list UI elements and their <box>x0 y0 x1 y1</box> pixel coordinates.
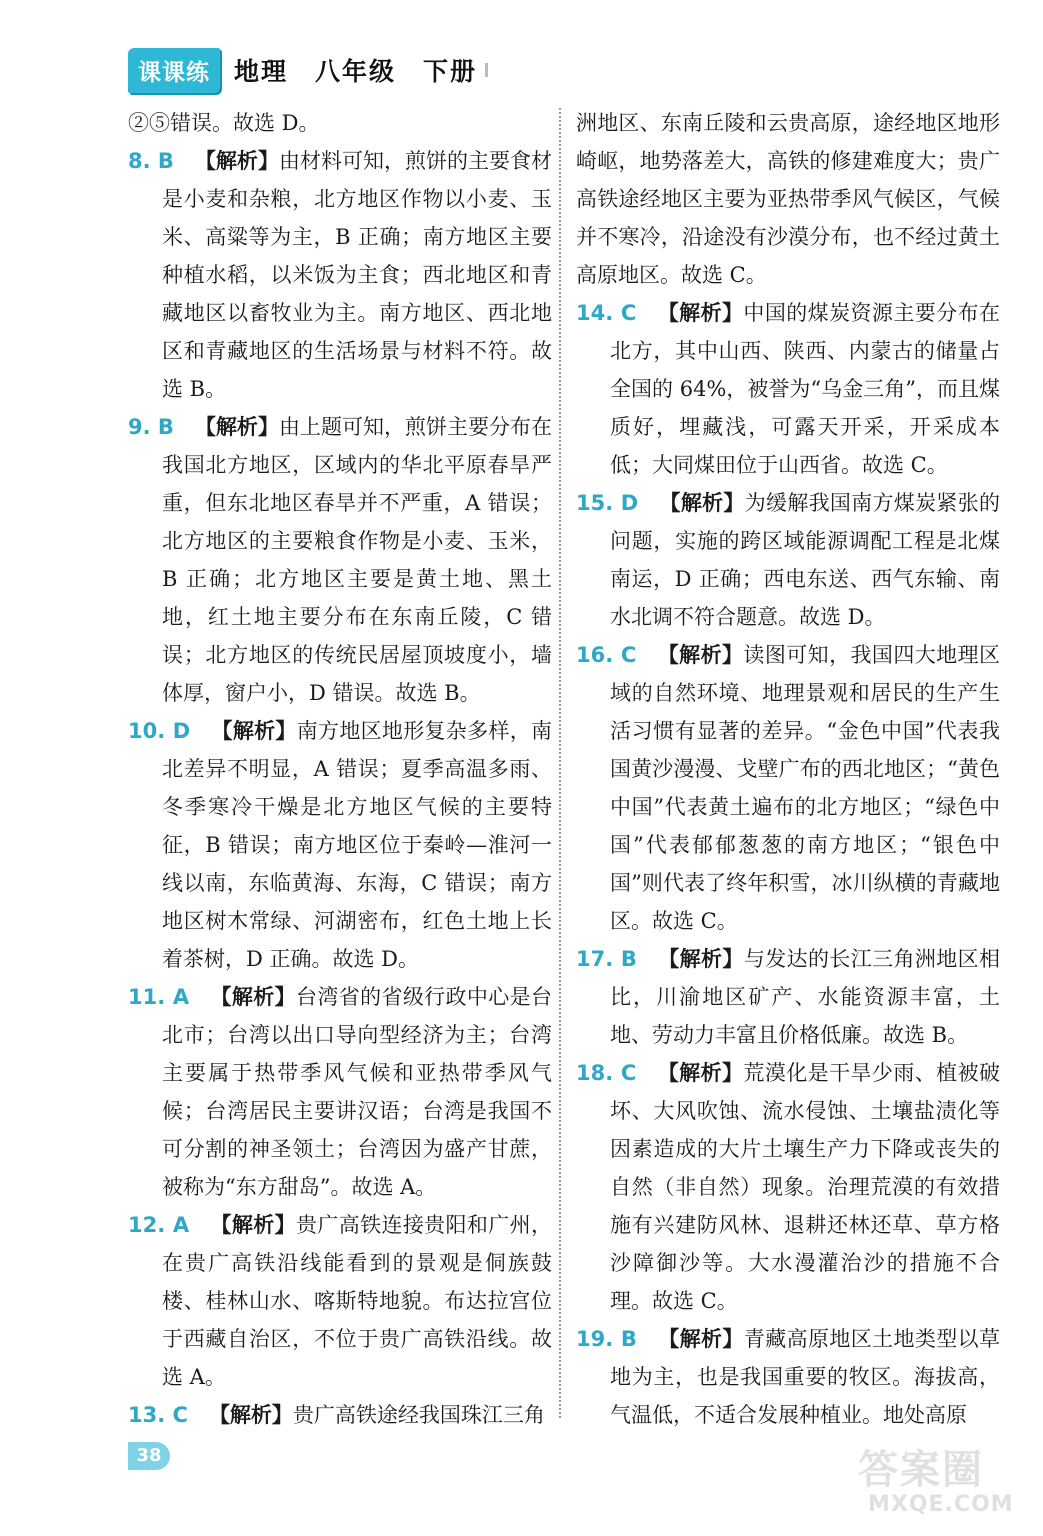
answer-number: 12. A <box>128 1213 190 1237</box>
watermark-main-text: 答案圈 <box>858 1447 984 1493</box>
answer-text: 由材料可知，煎饼的主要食材是小麦和杂粮，北方地区作物以小麦、玉米、高粱等为主，B 正确；南方地区主要种植水稻，以米饭为主食；西北地区和青藏地区以畜牧业为主。南方地区、西北地区和青藏地区的生活场景与材料不符。故选 B。 <box>162 149 553 401</box>
answer-text: 台湾省的省级行政中心是台北市；台湾以出口导向型经济为主；台湾主要属于热带季风气候和亚热带季风气候；台湾居民主要讲汉语；台湾是我国不可分割的神圣领土；台湾因为盛产甘蔗，被称为“东方甜岛”。故选 A。 <box>162 985 553 1199</box>
series-logo: 课课练 <box>128 48 220 93</box>
page-number: 38 <box>128 1442 170 1470</box>
analysis-tag: 【解析】 <box>657 1061 744 1085</box>
analysis-tag: 【解析】 <box>194 149 279 173</box>
column-divider <box>559 108 561 1418</box>
answer-number: 18. C <box>576 1061 637 1085</box>
answer-continuation <box>128 104 552 142</box>
answer-number: 19. B <box>576 1327 637 1351</box>
answer-item <box>128 408 552 712</box>
answer-number: 14. C <box>576 301 637 325</box>
analysis-tag: 【解析】 <box>657 947 744 971</box>
answer-text: ②⑤错误。故选 D。 <box>128 111 320 135</box>
answer-text: 南方地区地形复杂多样，南北差异不明显，A 错误；夏季高温多雨、冬季寒冷干燥是北方地区气候的主要特征，B 错误；南方地区位于秦岭—淮河一线以南，东临黄海、东海，C 错误；南方地区树木常绿、河湖密布，红色土地上长着茶树，D 正确。故选 D。 <box>162 719 552 971</box>
answer-text: 贵广高铁途经我国珠江三角 <box>292 1403 545 1427</box>
answer-text: 读图可知，我国四大地理区域的自然环境、地理景观和居民的生产生活习惯有显著的差异。“金色中国”代表我国黄沙漫漫、戈壁广布的西北地区；“黄色中国”代表黄土遍布的北方地区；“绿色中国”代表郁郁葱葱的南方地区；“银色中国”则代表了终年积雪，冰川纵横的青藏地区。故选 C。 <box>610 643 1000 933</box>
answer-item <box>576 1054 1000 1320</box>
answer-text: 荒漠化是干旱少雨、植被破坏、大风吹蚀、流水侵蚀、土壤盐渍化等因素造成的大片土壤生产力下降或丧失的自然（非自然）现象。治理荒漠的有效措施有兴建防风林、退耕还林还草、草方格沙障御沙等。大水漫灌治沙的措施不合理。故选 C。 <box>610 1061 1000 1313</box>
left-column <box>128 104 552 1434</box>
analysis-tag: 【解析】 <box>210 985 296 1009</box>
answer-number: 11. A <box>128 985 190 1009</box>
answer-item <box>576 484 1000 636</box>
answer-text: 与发达的长江三角洲地区相比，川渝地区矿产、水能资源丰富，土地、劳动力丰富且价格低廉。故选 B。 <box>610 947 1000 1047</box>
answer-text: 为缓解我国南方煤炭紧张的问题，实施的跨区域能源调配工程是北煤南运，D 正确；西电东送、西气东输、南水北调不符合题意。故选 D。 <box>610 491 1000 629</box>
answer-item <box>128 142 552 408</box>
header <box>128 48 488 92</box>
watermark-logo <box>858 1438 1028 1530</box>
answer-number: 10. D <box>128 719 191 743</box>
analysis-tag: 【解析】 <box>208 1403 293 1427</box>
analysis-tag: 【解析】 <box>210 1213 296 1237</box>
analysis-tag: 【解析】 <box>211 719 297 743</box>
answer-number: 16. C <box>576 643 637 667</box>
answer-item <box>128 712 552 978</box>
answer-number: 9. B <box>128 415 174 439</box>
answer-item <box>576 636 1000 940</box>
answer-number: 15. D <box>576 491 639 515</box>
answer-item <box>576 1320 1000 1434</box>
answer-text: 由上题可知，煎饼主要分布在我国北方地区，区域内的华北平原春旱严重，但东北地区春旱并不严重，A 错误；北方地区的主要粮食作物是小麦、玉米，B 正确；北方地区主要是黄土地、黑土地，红土地主要分布在东南丘陵，C 错误；北方地区的传统民居屋顶坡度小，墙体厚，窗户小，D 错误。故选 B。 <box>162 415 553 705</box>
analysis-tag: 【解析】 <box>657 643 744 667</box>
analysis-tag: 【解析】 <box>657 1327 744 1351</box>
book-title: 地理 八年级 下册 <box>234 57 478 86</box>
analysis-tag: 【解析】 <box>659 491 745 515</box>
right-column <box>576 104 1000 1434</box>
answer-item <box>128 1206 552 1396</box>
answer-item <box>128 1396 552 1434</box>
answer-continuation <box>576 104 1000 294</box>
analysis-tag: 【解析】 <box>194 415 279 439</box>
answer-number: 8. B <box>128 149 174 173</box>
analysis-tag: 【解析】 <box>657 301 744 325</box>
answer-text: 洲地区、东南丘陵和云贵高原，途经地区地形崎岖，地势落差大，高铁的修建难度大；贵广高铁途经地区主要为亚热带季风气候区，气候并不寒冷，沿途没有沙漠分布，也不经过黄土高原地区。故选 C。 <box>576 111 1000 287</box>
answer-text: 贵广高铁连接贵阳和广州，在贵广高铁沿线能看到的景观是侗族鼓楼、桂林山水、喀斯特地貌。布达拉宫位于西藏自治区，不位于贵广高铁沿线。故选 A。 <box>162 1213 553 1389</box>
answer-number: 13. C <box>128 1403 188 1427</box>
header-divider <box>485 63 488 77</box>
answer-number: 17. B <box>576 947 637 971</box>
answer-text: 青藏高原地区土地类型以草地为主，也是我国重要的牧区。海拔高，气温低，不适合发展种植业。地处高原 <box>610 1327 1000 1427</box>
answer-item <box>128 978 552 1206</box>
answer-item <box>576 294 1000 484</box>
watermark-url-text: MXQE.COM <box>868 1492 1014 1517</box>
answer-item <box>576 940 1000 1054</box>
answer-text: 中国的煤炭资源主要分布在北方，其中山西、陕西、内蒙古的储量占全国的 64%，被誉为“乌金三角”，而且煤质好，埋藏浅，可露天开采，开采成本低；大同煤田位于山西省。故选 C。 <box>610 301 1000 477</box>
